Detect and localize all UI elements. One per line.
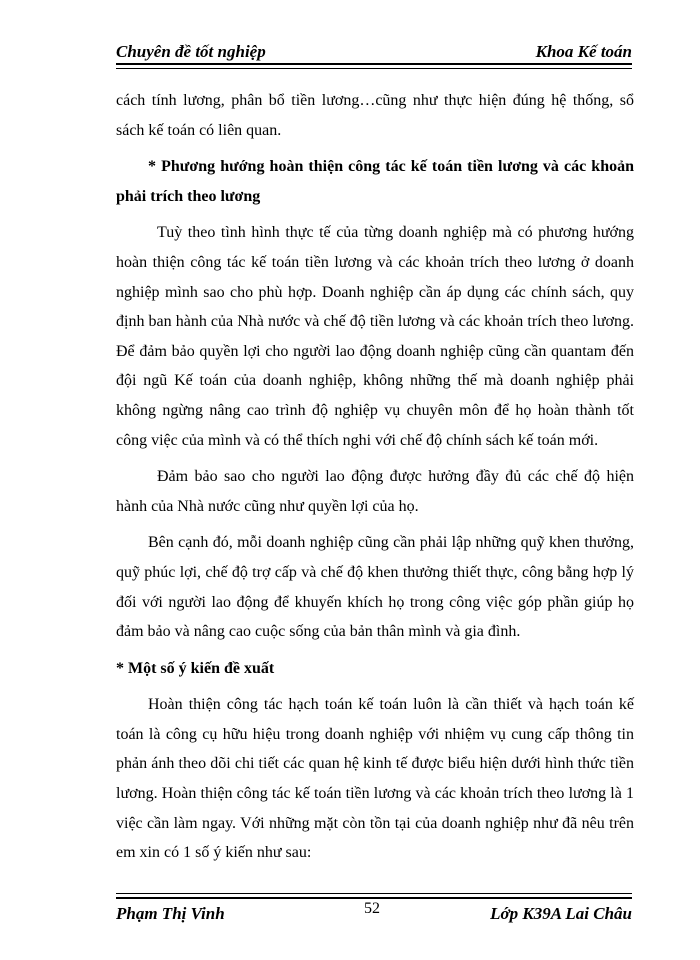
page-header [116,40,632,64]
page-footer [116,900,632,924]
paragraph-reward-funds: Bên cạnh đó, mỗi doanh nghiệp cũng cần phải lập những quỹ khen thưởng, quỹ phúc lợi, chế độ trợ cấp và chế độ khen thưởng thiết thực, công bằng hợp lý đối với người lao động để khuyến khích họ trong công việc góp phần giúp họ đảm bảo và nâng cao cuộc sống của bản thân mình và gia đình. [116,534,634,641]
footer-class: Lớp K39A Lai Châu [490,904,632,923]
page-body [116,86,634,868]
header-document-title: Chuyên đề tốt nghiệp [116,42,266,61]
section-heading-improvement-direction: * Phương hướng hoàn thiện công tác kế toán tiền lương và các khoản phải trích theo lương [116,158,634,205]
footer-author: Phạm Thị Vinh [116,904,225,923]
paragraph-suggestions-intro: Hoàn thiện công tác hạch toán kế toán luôn là cần thiết và hạch toán kế toán là công cụ hữu hiệu trong doanh nghiệp với nhiệm vụ cung cấp thông tin phản ánh theo dõi chi tiết các quan hệ kinh tế được biểu hiện dưới hình thức tiền lương. Hoàn thiện công tác kế toán tiền lương và các khoản trích theo lương là 1 việc cần làm ngay. Với những mặt còn tồn tại của doanh nghiệp như đã nêu trên em xin có 1 số ý kiến như sau: [116,696,634,862]
header-rule-thin [116,68,632,69]
header-rule-thick [116,63,632,65]
footer-rule-thin [116,893,632,894]
section-heading-suggestions: * Một số ý kiến đề xuất [116,659,275,677]
header-department: Khoa Kế toán [535,42,632,61]
paragraph-ensure-benefits: Đảm bảo sao cho người lao động được hưởng đầy đủ các chế độ hiện hành của Nhà nước cũng như quyền lợi của họ. [116,468,634,515]
paragraph-continuation: cách tính lương, phân bổ tiền lương…cũng như thực hiện đúng hệ thống, sổ sách kế toán có liên quan. [116,92,634,139]
footer-rule-thick [116,897,632,899]
paragraph-improvement-direction: Tuỳ theo tình hình thực tế của từng doanh nghiệp mà có phương hướng hoàn thiện công tác kế toán tiền lương và các khoản trích theo lương ở doanh nghiệp mình sao cho phù hợp. Doanh nghiệp cần áp dụng các chính sách, quy định ban hành của Nhà nước và chế độ tiền lương và các khoản trích theo lương. Để đảm bảo quyền lợi cho người lao động doanh nghiệp cũng cần quantam đến đội ngũ Kế toán của doanh nghiệp, không những thế mà doanh nghiệp phải không ngừng nâng cao trình độ nghiệp vụ chuyên môn để họ hoàn thành tốt công việc của mình và có thể thích nghi với chế độ chính sách kế toán mới. [116,224,634,449]
page-number: 52 [364,900,380,917]
